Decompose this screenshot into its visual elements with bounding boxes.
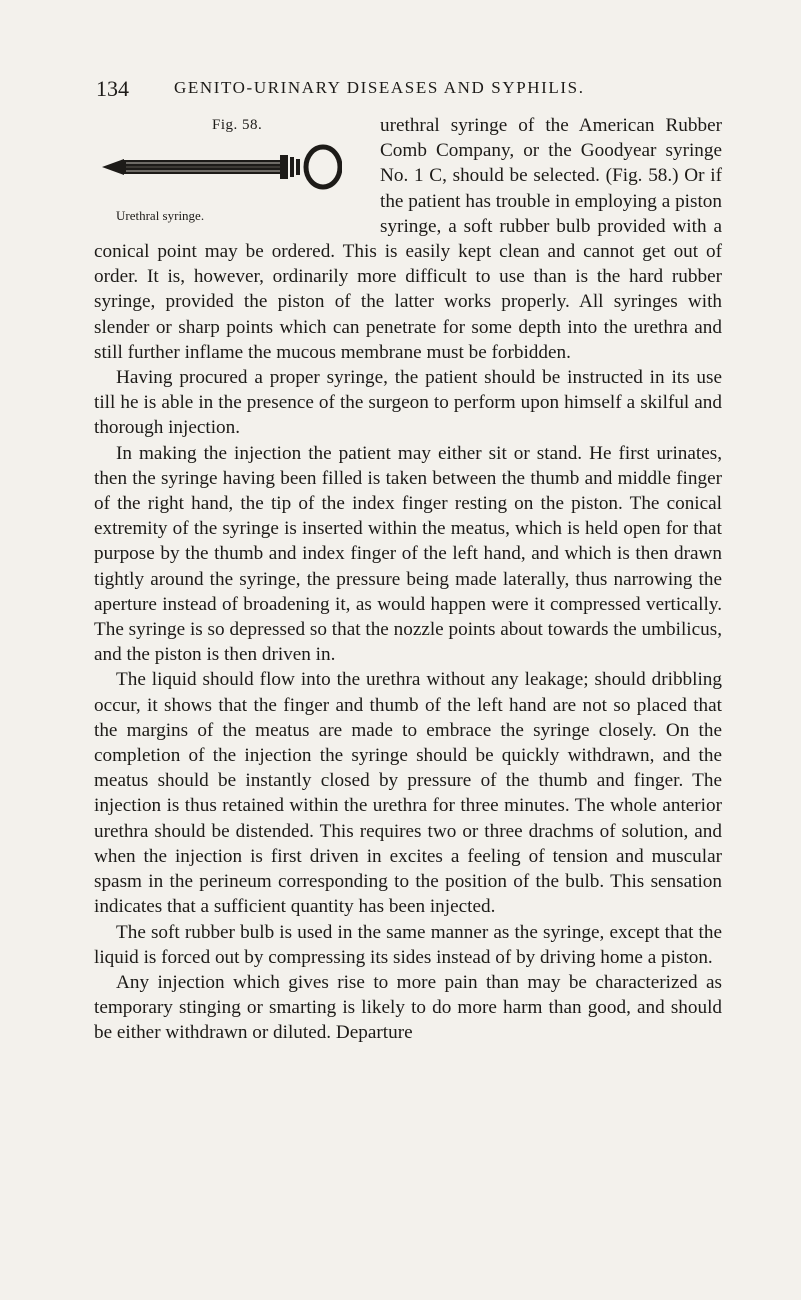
paragraph-5: The soft rubber bulb is used in the same manner as the syringe, except that the liquid is forced out by compressing its sides instead of by driving home a piston. [94,921,722,968]
figure-caption: Urethral syringe. [116,208,205,223]
page-number: 134 [96,76,129,101]
body-text [94,113,722,1046]
running-head: GENITO-URINARY DISEASES AND SYPHILIS. [174,78,585,97]
paragraph-6: Any injection which gives rise to more pain than may be characterized as temporary stinging or smarting is likely to do more harm than good, and should be either withdrawn or diluted. Departure [94,971,722,1044]
paragraph-2: Having procured a proper syringe, the patient should be instructed in its use till he is able in the presence of the surgeon to perform upon himself a skilful and thorough injection. [94,367,722,439]
figure-label: Fig. 58. [212,117,263,133]
urethral-syringe-illustration [102,133,342,203]
paragraph-1 [94,113,722,365]
page-header [96,76,716,102]
paragraph-1-text: urethral syringe of the American Rubber Comb Company, or the Goodyear syringe No. 1 C, should be selected. (Fig. 58.) Or if the patient has trouble in employing a piston syringe, a soft rubber bulb provided with a conical point may be ordered. This is easily kept clean and cannot get out of order. It is, however, ordinarily more difficult to use than is the hard rubber syringe, provided the piston of the latter works properly. All syringes with slender or sharp points which can penetrate for some depth into the urethra and still further inflame the mucous membrane must be forbidden. [94,115,722,363]
figure-58 [92,113,370,239]
paragraph-3: In making the injection the patient may either sit or stand. He first urinates, then the syringe having been filled is taken between the thumb and middle finger of the right hand, the tip of the index finger resting on the piston. The conical extremity of the syringe is inserted within the meatus, which is held open for that purpose by the thumb and index finger of the left hand, and which is then drawn tightly around the syringe, the pressure being made laterally, thus narrowing the aperture instead of broadening it, as would happen were it compressed vertically. The syringe is so depressed so that the nozzle points about towards the umbilicus, and the piston is then driven in. [94,442,722,666]
paragraph-4: The liquid should flow into the urethra without any leakage; should dribbling occur, it shows that the finger and thumb of the left hand are not so placed that the margins of the meatus are made to embrace the syringe closely. On the completion of the injection the syringe should be quickly withdrawn, and the meatus should be instantly closed by pressure of the thumb and finger. The injection is thus retained within the urethra for three minutes. The whole anterior urethra should be distended. This requires two or three drachms of solution, and when the injection is first driven in excites a feeling of tension and muscular spasm in the perineum corresponding to the position of the bulb. This sensation indicates that a sufficient quantity has been injected. [94,669,722,918]
